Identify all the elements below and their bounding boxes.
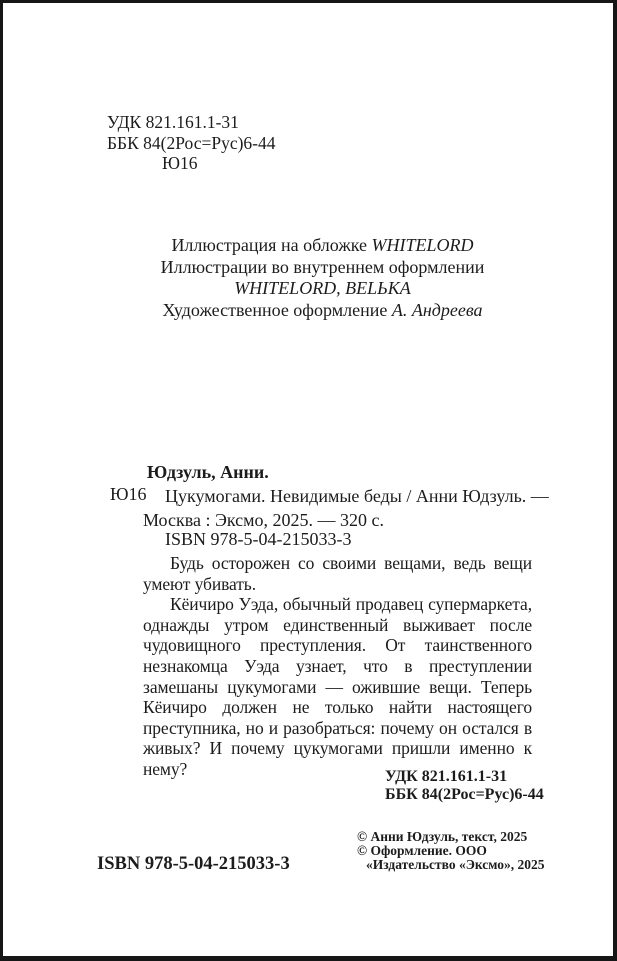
annotation-paragraph-2: Кёичиро Уэда, обычный продавец супермаркета, однажды утром единственный выживает после чудовищного преступления. От таинственного незнакомца Уэда узнает, что в преступлении замешаны цукумогами — ожившие вещи. Теперь Кёичиро должен не только найти настоящего преступника, но и разобраться: почему он остался в живых? И почему цукумогами пришли именно к нему? bbox=[143, 594, 532, 779]
cover-credit-label: Иллюстрация на обложке bbox=[171, 235, 368, 255]
cover-credit-line bbox=[100, 235, 545, 257]
annotation bbox=[143, 553, 532, 780]
catalog-entry bbox=[143, 484, 555, 532]
top-bbk-code: ББК 84(2Рос=Рус)6-44 bbox=[107, 132, 276, 153]
copyright-block bbox=[357, 830, 545, 872]
catalog-author-heading: Юдзуль, Анни. bbox=[147, 462, 269, 482]
catalog-entry-imprint-line: Москва : Эксмо, 2025. — 320 с. bbox=[143, 510, 385, 530]
cover-artist-name: WHITELORD bbox=[371, 235, 474, 255]
author-sign-code: Ю16 bbox=[162, 153, 198, 173]
catalog-entry-title-line: Цукумогами. Невидимые беды / Анни Юдзуль. — bbox=[165, 486, 549, 506]
classification-codes-top bbox=[107, 112, 276, 174]
interior-artists-line bbox=[100, 278, 545, 300]
footer-isbn: ISBN 978-5-04-215033-3 bbox=[97, 854, 290, 874]
artwork-credits bbox=[100, 235, 545, 321]
top-udk-code: УДК 821.161.1-31 bbox=[107, 112, 239, 132]
classification-codes-bottom bbox=[385, 768, 544, 803]
annotation-paragraph-1: Будь осторожен со своими вещами, ведь вещи умеют убивать. bbox=[143, 553, 532, 594]
copyright-publisher-line: «Издательство «Эксмо», 2025 bbox=[366, 857, 545, 872]
catalog-isbn: ISBN 978-5-04-215033-3 bbox=[165, 529, 352, 549]
interior-artists-names: WHITELORD, BELЬKA bbox=[234, 278, 411, 298]
designer-name: А. Андреева bbox=[391, 299, 483, 320]
bottom-udk-code: УДК 821.161.1-31 bbox=[385, 768, 508, 785]
design-credit-line bbox=[100, 300, 545, 322]
interior-credit-line: Иллюстрации во внутреннем оформлении bbox=[160, 256, 485, 277]
design-credit-label: Художественное оформление bbox=[162, 299, 388, 320]
bottom-bbk-code: ББК 84(2Рос=Рус)6-44 bbox=[385, 785, 544, 803]
copyright-author-line: © Анни Юдзуль, текст, 2025 bbox=[357, 829, 528, 844]
catalog-card-code: Ю16 bbox=[110, 484, 147, 504]
copyright-design-line: © Оформление. ООО bbox=[357, 843, 487, 858]
